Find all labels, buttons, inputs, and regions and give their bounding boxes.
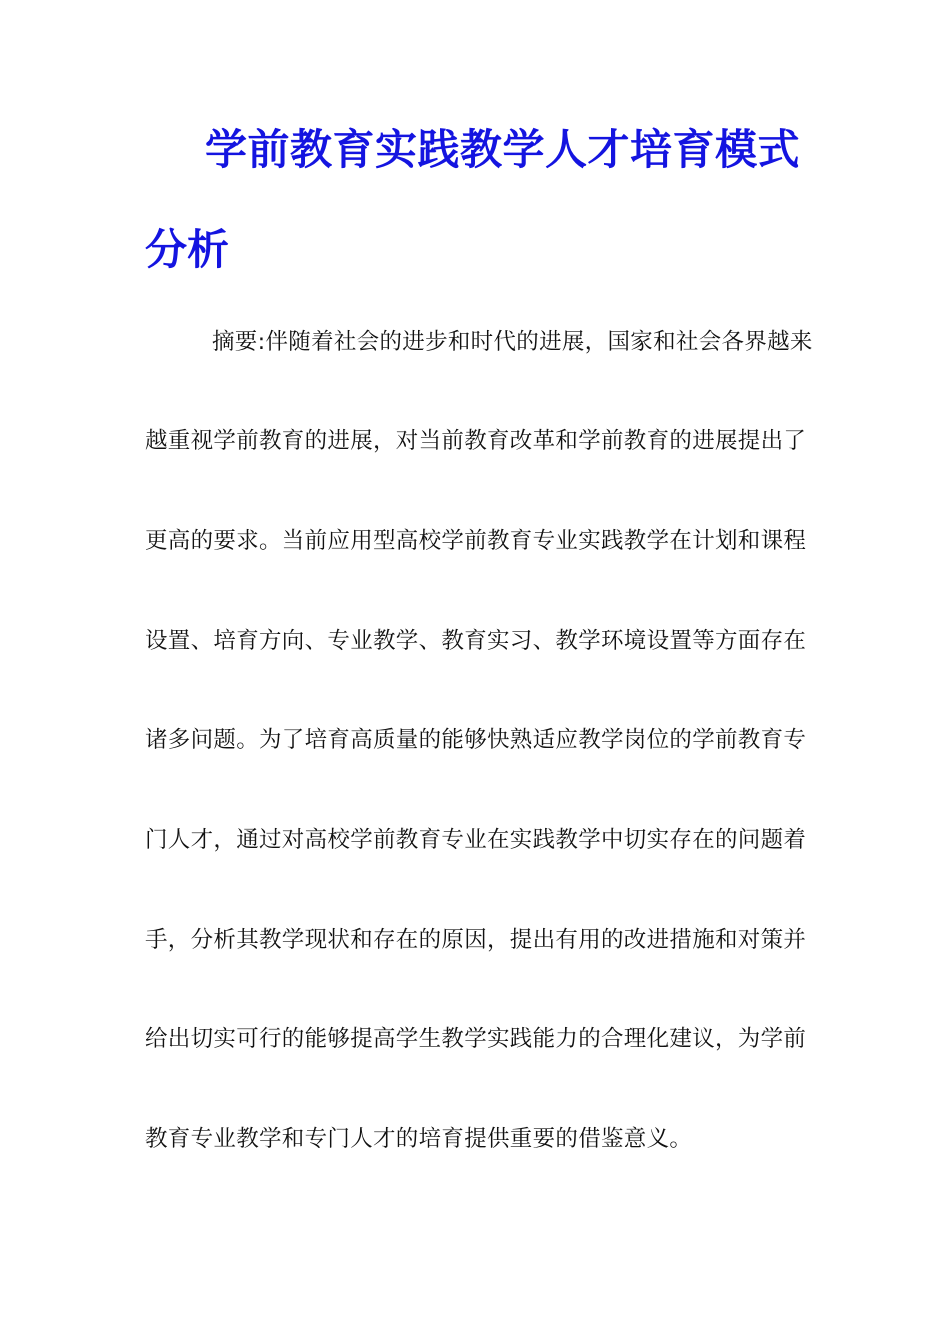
abstract-line-6: 门人才，通过对高校学前教育专业在实践教学中切实存在的问题着 <box>145 827 807 853</box>
abstract-line-9: 教育专业教学和专门人才的培育提供重要的借鉴意义。 <box>145 1126 693 1152</box>
abstract-line-1: 摘要:伴随着社会的进步和时代的进展，国家和社会各界越来 <box>212 329 813 355</box>
abstract-line-8: 给出切实可行的能够提高学生教学实践能力的合理化建议，为学前 <box>145 1026 807 1052</box>
document-title-line-1: 学前教育实践教学人才培育模式 <box>205 125 801 174</box>
abstract-line-7: 手，分析其教学现状和存在的原因，提出有用的改进措施和对策并 <box>145 927 807 953</box>
abstract-line-4: 设置、培育方向、专业教学、教育实习、教学环境设置等方面存在 <box>145 628 807 654</box>
document-title-line-2: 分析 <box>145 225 230 274</box>
abstract-line-5: 诸多问题。为了培育高质量的能够快熟适应教学岗位的学前教育专 <box>145 727 807 753</box>
abstract-line-2: 越重视学前教育的进展，对当前教育改革和学前教育的进展提出了 <box>145 428 807 454</box>
abstract-line-3: 更高的要求。当前应用型高校学前教育专业实践教学在计划和课程 <box>145 528 807 554</box>
